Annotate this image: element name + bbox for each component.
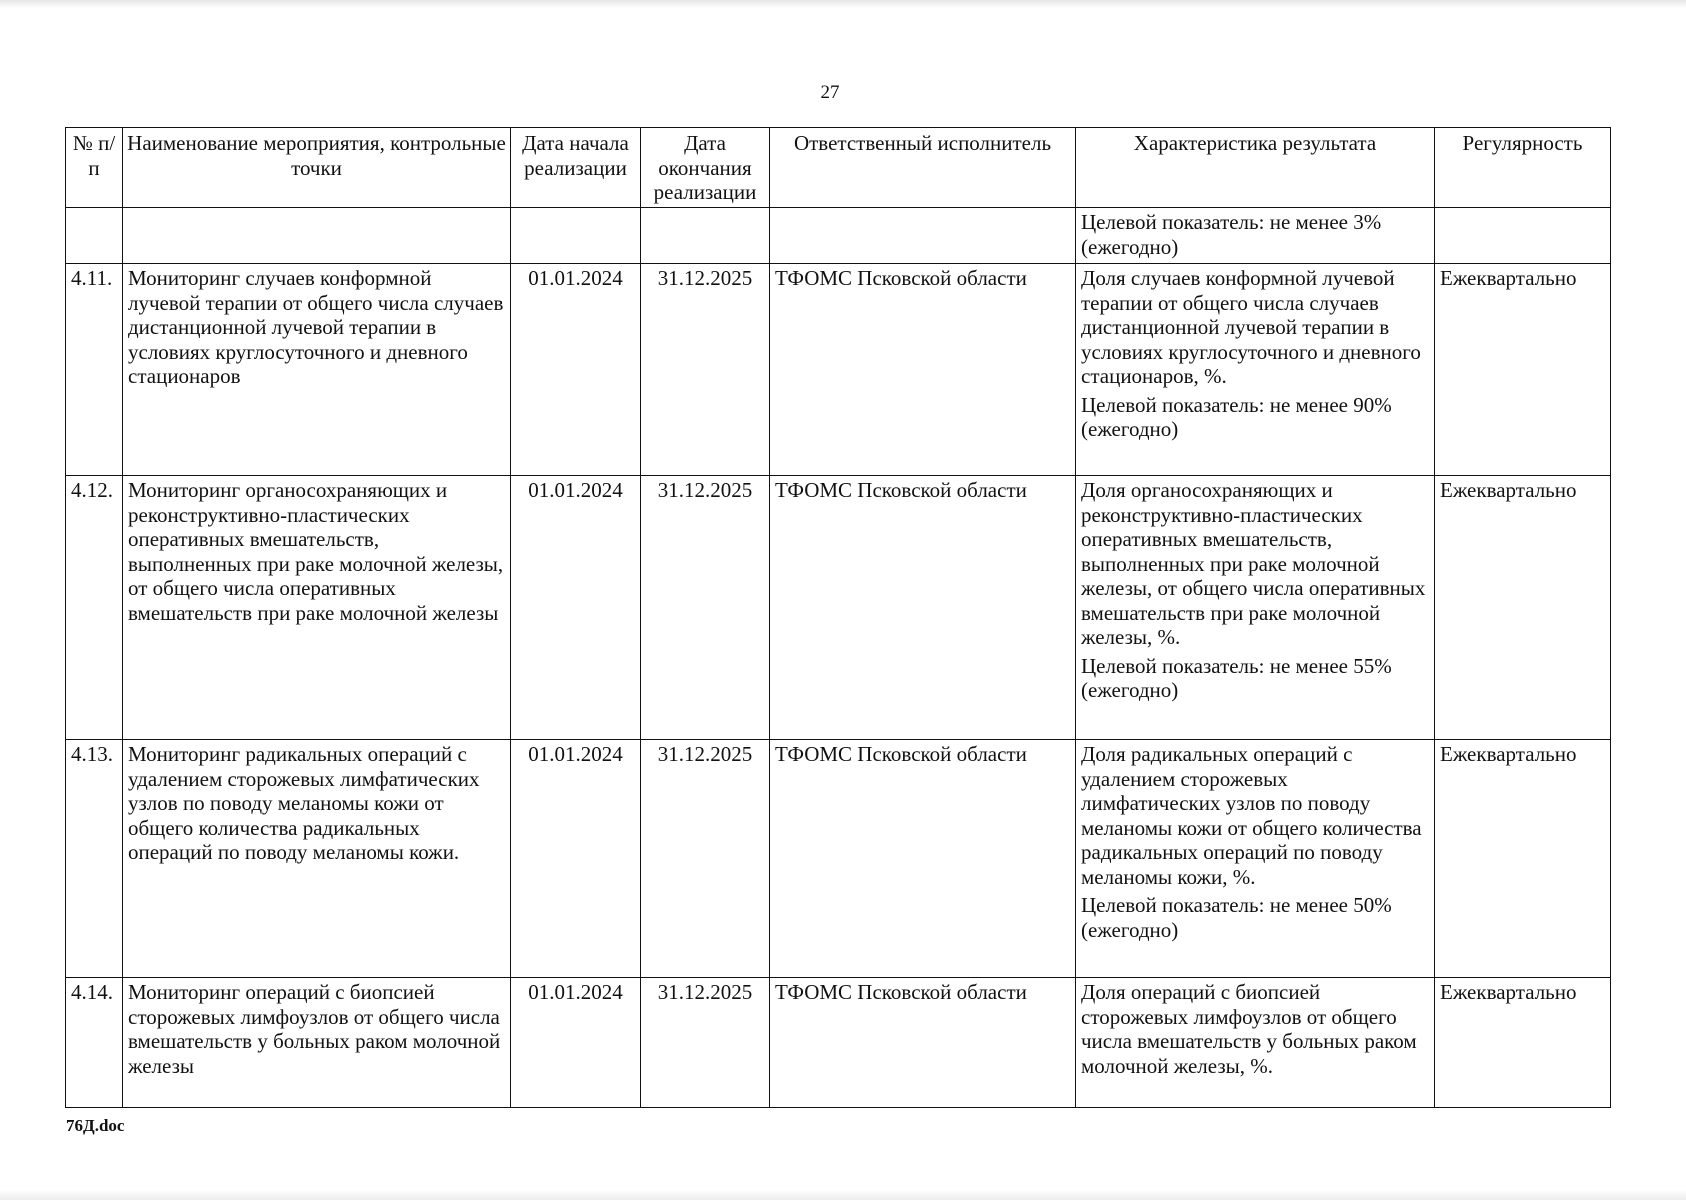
table-row: [66, 476, 1611, 740]
header-start: Дата начала реализации: [511, 128, 641, 208]
cell-executor: ТФОМС Псковской области: [770, 476, 1076, 740]
header-row: [66, 128, 1611, 208]
result-description: Доля радикальных операций с удалением сторожевых лимфатических узлов по поводу меланомы кожи от общего количества радикальных операций по поводу меланомы кожи, %.: [1081, 742, 1422, 889]
cell-regularity: Ежеквартально: [1435, 476, 1611, 740]
cell-executor: ТФОМС Псковской области: [770, 740, 1076, 978]
cell-name: Мониторинг операций с биопсией сторожевых лимфоузлов от общего числа вмешательств у больных раком молочной железы: [123, 978, 511, 1108]
table-row: [66, 978, 1611, 1108]
cell-name: Мониторинг случаев конформной лучевой терапии от общего числа случаев дистанционной лучевой терапии в условиях круглосуточного и дневного стационаров: [123, 264, 511, 476]
cell-regularity: [1435, 208, 1611, 264]
cell-start: 01.01.2024: [511, 740, 641, 978]
header-executor: Ответственный исполнитель: [770, 128, 1076, 208]
cell-num: 4.14.: [66, 978, 123, 1108]
header-regularity: Регулярность: [1435, 128, 1611, 208]
measures-table: [65, 127, 1611, 1108]
cell-regularity: Ежеквартально: [1435, 978, 1611, 1108]
table-row: [66, 740, 1611, 978]
cell-end: [641, 208, 770, 264]
cell-name: Мониторинг органосохраняющих и реконструктивно-пластических оперативных вмешательств, выполненных при раке молочной железы, от общего числа оперативных вмешательств при раке молочной железы: [123, 476, 511, 740]
cell-num: 4.12.: [66, 476, 123, 740]
cell-result: [1076, 476, 1435, 740]
cell-start: 01.01.2024: [511, 264, 641, 476]
result-description: Доля случаев конформной лучевой терапии от общего числа случаев дистанционной лучевой терапии в условиях круглосуточного и дневного стационаров, %.: [1081, 266, 1421, 388]
header-result: Характеристика результата: [1076, 128, 1435, 208]
cell-executor: [770, 208, 1076, 264]
result-target: Целевой показатель: не менее 55% (ежегодно): [1081, 653, 1392, 702]
scan-edge-bottom: [0, 1190, 1686, 1200]
table-row-carry: [66, 208, 1611, 264]
cell-result: Целевой показатель: не менее 3% (ежегодно): [1076, 208, 1435, 264]
result-target: Целевой показатель: не менее 90% (ежегодно): [1081, 392, 1392, 441]
cell-num: [66, 208, 123, 264]
cell-end: 31.12.2025: [641, 476, 770, 740]
cell-regularity: Ежеквартально: [1435, 264, 1611, 476]
result-description: Доля операций с биопсией сторожевых лимфоузлов от общего числа вмешательств у больных раком молочной железы, %.: [1081, 980, 1417, 1078]
cell-num: 4.13.: [66, 740, 123, 978]
cell-result: [1076, 978, 1435, 1108]
header-num: № п/п: [66, 128, 123, 208]
cell-executor: ТФОМС Псковской области: [770, 978, 1076, 1108]
cell-executor: ТФОМС Псковской области: [770, 264, 1076, 476]
result-target: Целевой показатель: не менее 50% (ежегодно): [1081, 893, 1392, 942]
page-number: 27: [820, 82, 840, 103]
cell-start: [511, 208, 641, 264]
result-description: Доля органосохраняющих и реконструктивно-пластических оперативных вмешательств, выполненных при раке молочной железы, от общего числа оперативных вмешательств при раке молочной железы, %.: [1081, 478, 1426, 649]
cell-result: [1076, 264, 1435, 476]
cell-start: 01.01.2024: [511, 978, 641, 1108]
header-end: Дата окончания реализации: [641, 128, 770, 208]
cell-end: 31.12.2025: [641, 978, 770, 1108]
table-row: [66, 264, 1611, 476]
cell-num: 4.11.: [66, 264, 123, 476]
cell-end: 31.12.2025: [641, 264, 770, 476]
cell-name: Мониторинг радикальных операций с удалением сторожевых лимфатических узлов по поводу меланомы кожи от общего количества радикальных операций по поводу меланомы кожи.: [123, 740, 511, 978]
footer-filename: 76Д.doc: [66, 1116, 125, 1135]
cell-result: [1076, 740, 1435, 978]
cell-start: 01.01.2024: [511, 476, 641, 740]
scan-edge-top: [0, 0, 1686, 8]
cell-regularity: Ежеквартально: [1435, 740, 1611, 978]
cell-end: 31.12.2025: [641, 740, 770, 978]
header-name: Наименование мероприятия, контрольные точки: [123, 128, 511, 208]
cell-name: [123, 208, 511, 264]
